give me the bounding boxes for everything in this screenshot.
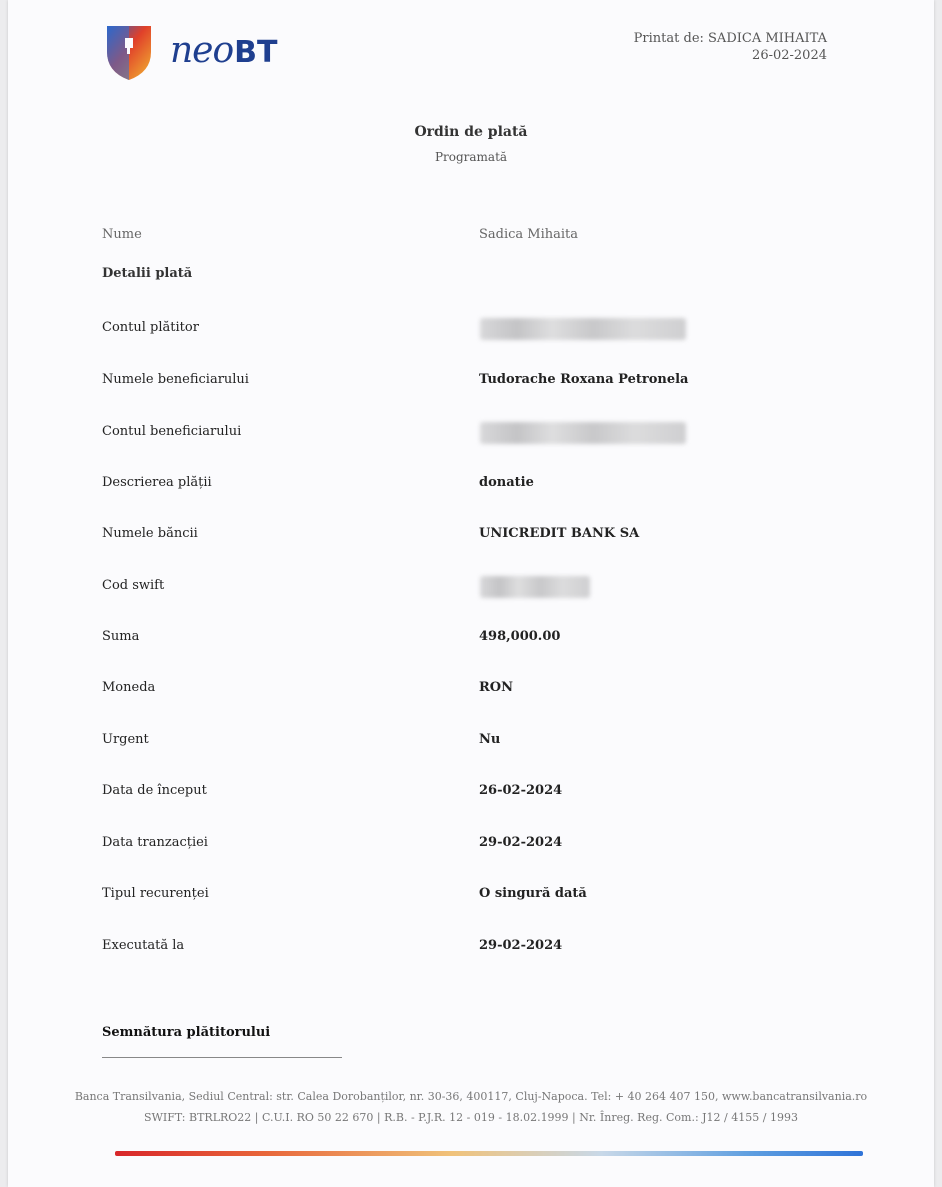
field-row-data-inceput — [102, 783, 842, 803]
printed-info — [634, 30, 827, 64]
field-label: Moneda — [102, 680, 156, 695]
field-row-data-tranzactiei — [102, 835, 842, 855]
field-value: 29-02-2024 — [479, 835, 563, 850]
field-label: Cod swift — [102, 578, 165, 593]
printed-by: Printat de: SADICA MIHAITA — [633, 31, 827, 46]
field-label: Descrierea plății — [102, 475, 212, 490]
bt-shield-logo-icon — [103, 22, 155, 82]
footer-registration: SWIFT: BTRLRO22 | C.U.I. RO 50 22 670 | R.B. - P.J.R. 12 - 019 - 18.02.1999 | Nr. Înreg. Reg. Com.: J12 / 4155 / 1993 — [144, 1111, 798, 1124]
field-label: Executată la — [102, 938, 185, 953]
field-value: Sadica Mihaita — [479, 227, 579, 242]
field-value: Tudorache Roxana Petronela — [479, 372, 689, 387]
field-label: Suma — [102, 629, 140, 644]
payment-order-document — [8, 0, 934, 1187]
field-row-nume-beneficiar — [102, 372, 842, 392]
field-label: Tipul recurenței — [102, 886, 209, 901]
field-label: Nume — [102, 227, 142, 242]
field-row-suma — [102, 629, 842, 649]
redacted-value — [480, 576, 590, 598]
footer-address: Banca Transilvania, Sediul Central: str. Calea Dorobanților, nr. 30-36, 400117, Cluj-Napoca. Tel: + 40 264 407 150, www.bancatransilvania.ro — [74, 1090, 868, 1103]
field-row-executata — [102, 938, 842, 958]
field-row-urgent — [102, 732, 842, 752]
brand-gradient-bar — [115, 1151, 863, 1156]
field-value: 29-02-2024 — [479, 938, 563, 953]
field-label: Data tranzacției — [102, 835, 208, 850]
field-value: RON — [479, 680, 514, 695]
brand-wordmark — [170, 30, 278, 71]
field-value: donatie — [479, 475, 534, 490]
field-value: O singură dată — [479, 886, 587, 901]
document-subtitle: Programată — [434, 150, 508, 164]
field-label: Contul beneficiarului — [102, 424, 242, 439]
field-row-swift — [102, 578, 842, 598]
document-title: Ordin de plată — [414, 124, 528, 140]
section-label: Detalii plată — [102, 266, 193, 281]
printed-date: 26-02-2024 — [752, 48, 827, 63]
redacted-value — [480, 318, 686, 340]
field-row-cont-platitor — [102, 320, 842, 340]
field-row-nume — [102, 227, 842, 247]
field-row-tip-recurenta — [102, 886, 842, 906]
signature-label: Semnătura plătitorului — [102, 1025, 271, 1040]
field-label: Urgent — [102, 732, 149, 747]
field-row-descriere — [102, 475, 842, 495]
field-row-banca — [102, 526, 842, 546]
signature-line — [102, 1057, 342, 1058]
brand-bt: BT — [234, 35, 278, 70]
field-label: Data de început — [102, 783, 207, 798]
redacted-value — [480, 422, 686, 444]
field-label: Contul plătitor — [102, 320, 199, 335]
field-value: 26-02-2024 — [479, 783, 563, 798]
field-value: Nu — [479, 732, 501, 747]
field-value: 498,000.00 — [479, 629, 561, 644]
brand-neo: neo — [170, 30, 234, 71]
field-row-detalii — [102, 266, 842, 286]
field-row-cont-beneficiar — [102, 424, 842, 444]
field-label: Numele băncii — [102, 526, 198, 541]
field-value: UNICREDIT BANK SA — [479, 526, 640, 541]
field-label: Numele beneficiarului — [102, 372, 249, 387]
field-row-moneda — [102, 680, 842, 700]
